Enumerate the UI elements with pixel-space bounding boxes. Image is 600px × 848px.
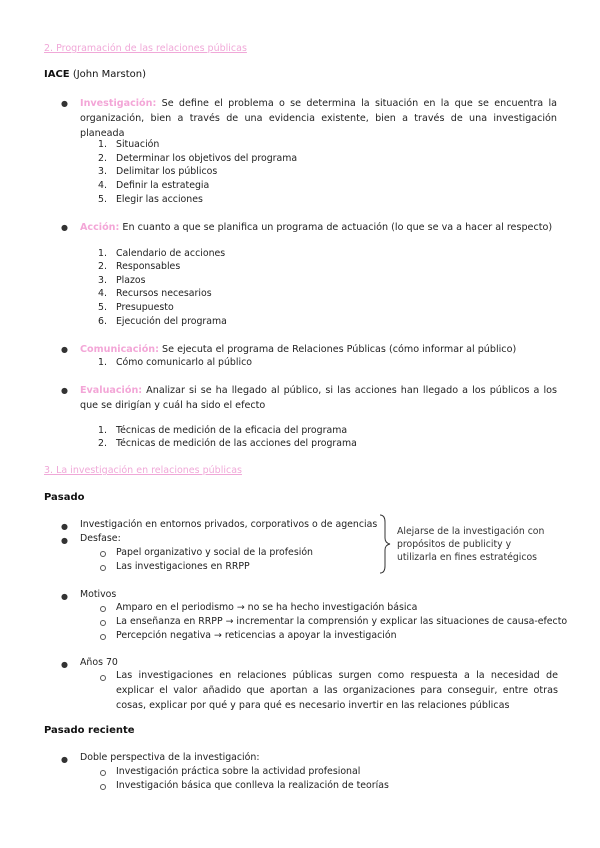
evaluacion-paragraph bbox=[80, 383, 557, 413]
accion-step-1-label: Calendario de acciones bbox=[116, 248, 226, 259]
accion-step-4-label: Recursos necesarios bbox=[116, 288, 212, 299]
comunicacion-step-1: 1. bbox=[98, 357, 107, 368]
comunicacion-label: Comunicación: bbox=[80, 344, 159, 355]
accion-step-5: 5. bbox=[98, 302, 107, 313]
bullet-circle bbox=[100, 551, 106, 557]
investigacion-text: Se define el problema o se determina la situación en la que se encuentra la organización, bien a través de una evidencia existente, bien a través de una investigación planeada bbox=[80, 98, 557, 139]
investigacion-step-2: 2. bbox=[98, 153, 107, 164]
bullet-circle bbox=[100, 784, 106, 790]
evaluacion-step-2: 2. bbox=[98, 438, 107, 449]
accion-step-2-label: Responsables bbox=[116, 261, 181, 272]
accion-paragraph bbox=[80, 220, 552, 235]
iace-heading bbox=[44, 69, 146, 80]
bullet-circle bbox=[100, 770, 106, 776]
bullet-dot: ● bbox=[61, 386, 68, 395]
bullet-dot: ● bbox=[61, 345, 68, 354]
bullet-circle bbox=[100, 675, 106, 681]
evaluacion-step-2-label: Técnicas de medición de las acciones del programa bbox=[116, 438, 357, 449]
anos70-paragraph: Las investigaciones en relaciones públicas surgen como respuesta a la necesidad de explicar el valor añadido que aportan a las organizaciones para conseguir, entre otras cosas, explicar por qué y para qué es necesario invertir en las relaciones públicas bbox=[116, 670, 558, 711]
investigacion-paragraph bbox=[80, 96, 557, 141]
bullet-dot: ● bbox=[61, 522, 68, 531]
investigacion-step-4-label: Definir la estrategia bbox=[116, 180, 210, 191]
investigacion-step-3-label: Delimitar los públicos bbox=[116, 166, 218, 177]
bullet-circle bbox=[100, 634, 106, 640]
comunicacion-text: Se ejecuta el programa de Relaciones Públicas (cómo informar al público) bbox=[158, 344, 517, 355]
desfase-sub-investigaciones: Las investigaciones en RRPP bbox=[116, 561, 250, 572]
bullet-dot: ● bbox=[61, 755, 68, 764]
accion-step-3-label: Plazos bbox=[116, 275, 146, 286]
investigacion-step-4: 4. bbox=[98, 180, 107, 191]
side-note-line-1: Alejarse de la investigación con bbox=[397, 526, 545, 537]
pasado-item-entornos: Investigación en entornos privados, corporativos o de agencias bbox=[80, 519, 378, 530]
curly-brace-icon bbox=[378, 514, 392, 574]
pasado-reciente-heading: Pasado reciente bbox=[44, 725, 135, 736]
evaluacion-step-1-label: Técnicas de medición de la eficacia del programa bbox=[116, 425, 348, 436]
section-3-title-link[interactable]: 3. La investigación en relaciones públicas bbox=[44, 465, 242, 476]
doble-perspectiva-item: Doble perspectiva de la investigación: bbox=[80, 752, 260, 763]
bullet-dot: ● bbox=[61, 592, 68, 601]
investigacion-step-1: 1. bbox=[98, 139, 107, 150]
investigacion-label: Investigación: bbox=[80, 98, 157, 109]
evaluacion-label: Evaluación: bbox=[80, 385, 143, 396]
bullet-circle bbox=[100, 620, 106, 626]
perspectiva-sub-practica: Investigación práctica sobre la actividad profesional bbox=[116, 766, 361, 777]
accion-step-2: 2. bbox=[98, 261, 107, 272]
accion-step-1: 1. bbox=[98, 248, 107, 259]
accion-text: En cuanto a que se planifica un programa de actuación (lo que se va a hacer al respecto) bbox=[119, 222, 553, 233]
bullet-circle bbox=[100, 606, 106, 612]
bullet-dot: ● bbox=[61, 99, 68, 108]
iace-author: (John Marston) bbox=[69, 69, 146, 80]
investigacion-step-3: 3. bbox=[98, 166, 107, 177]
pasado-item-desfase: Desfase: bbox=[80, 533, 121, 544]
accion-label: Acción: bbox=[80, 222, 120, 233]
bullet-dot: ● bbox=[61, 660, 68, 669]
accion-step-6: 6. bbox=[98, 316, 107, 327]
accion-step-6-label: Ejecución del programa bbox=[116, 316, 227, 327]
motivos-sub-amparo: Amparo en el periodismo → no se ha hecho investigación básica bbox=[116, 602, 418, 613]
investigacion-step-1-label: Situación bbox=[116, 139, 160, 150]
accion-step-3: 3. bbox=[98, 275, 107, 286]
investigacion-step-2-label: Determinar los objetivos del programa bbox=[116, 153, 298, 164]
accion-step-4: 4. bbox=[98, 288, 107, 299]
investigacion-step-5-label: Elegir las acciones bbox=[116, 194, 203, 205]
anos70-label: Años 70 bbox=[80, 657, 118, 668]
comunicacion-paragraph bbox=[80, 342, 516, 357]
bullet-dot: ● bbox=[61, 536, 68, 545]
side-note-line-2: propósitos de publicity y bbox=[397, 539, 512, 550]
pasado-heading: Pasado bbox=[44, 492, 85, 503]
perspectiva-sub-basica: Investigación básica que conlleva la realización de teorías bbox=[116, 780, 389, 791]
motivos-sub-percepcion: Percepción negativa → reticencias a apoyar la investigación bbox=[116, 630, 397, 641]
investigacion-step-5: 5. bbox=[98, 194, 107, 205]
side-note-line-3: utilizarla en fines estratégicos bbox=[397, 552, 537, 563]
evaluacion-text: Analizar si se ha llegado al público, si las acciones han llegado a los públicos a los que se dirigían y cuál ha sido el efecto bbox=[80, 385, 557, 411]
section-2-title-link[interactable]: 2. Programación de las relaciones públicas bbox=[44, 43, 247, 54]
bullet-dot: ● bbox=[61, 223, 68, 232]
comunicacion-step-1-label: Cómo comunicarlo al público bbox=[116, 357, 252, 368]
motivos-sub-ensenanza: La enseñanza en RRPP → incrementar la comprensión y explicar las situaciones de causa-efecto bbox=[116, 616, 568, 627]
side-note bbox=[397, 525, 544, 564]
desfase-sub-papel: Papel organizativo y social de la profesión bbox=[116, 547, 313, 558]
iace-model-name: IACE bbox=[44, 69, 70, 80]
bullet-circle bbox=[100, 565, 106, 571]
motivos-label: Motivos bbox=[80, 589, 117, 600]
evaluacion-step-1: 1. bbox=[98, 425, 107, 436]
accion-step-5-label: Presupuesto bbox=[116, 302, 174, 313]
